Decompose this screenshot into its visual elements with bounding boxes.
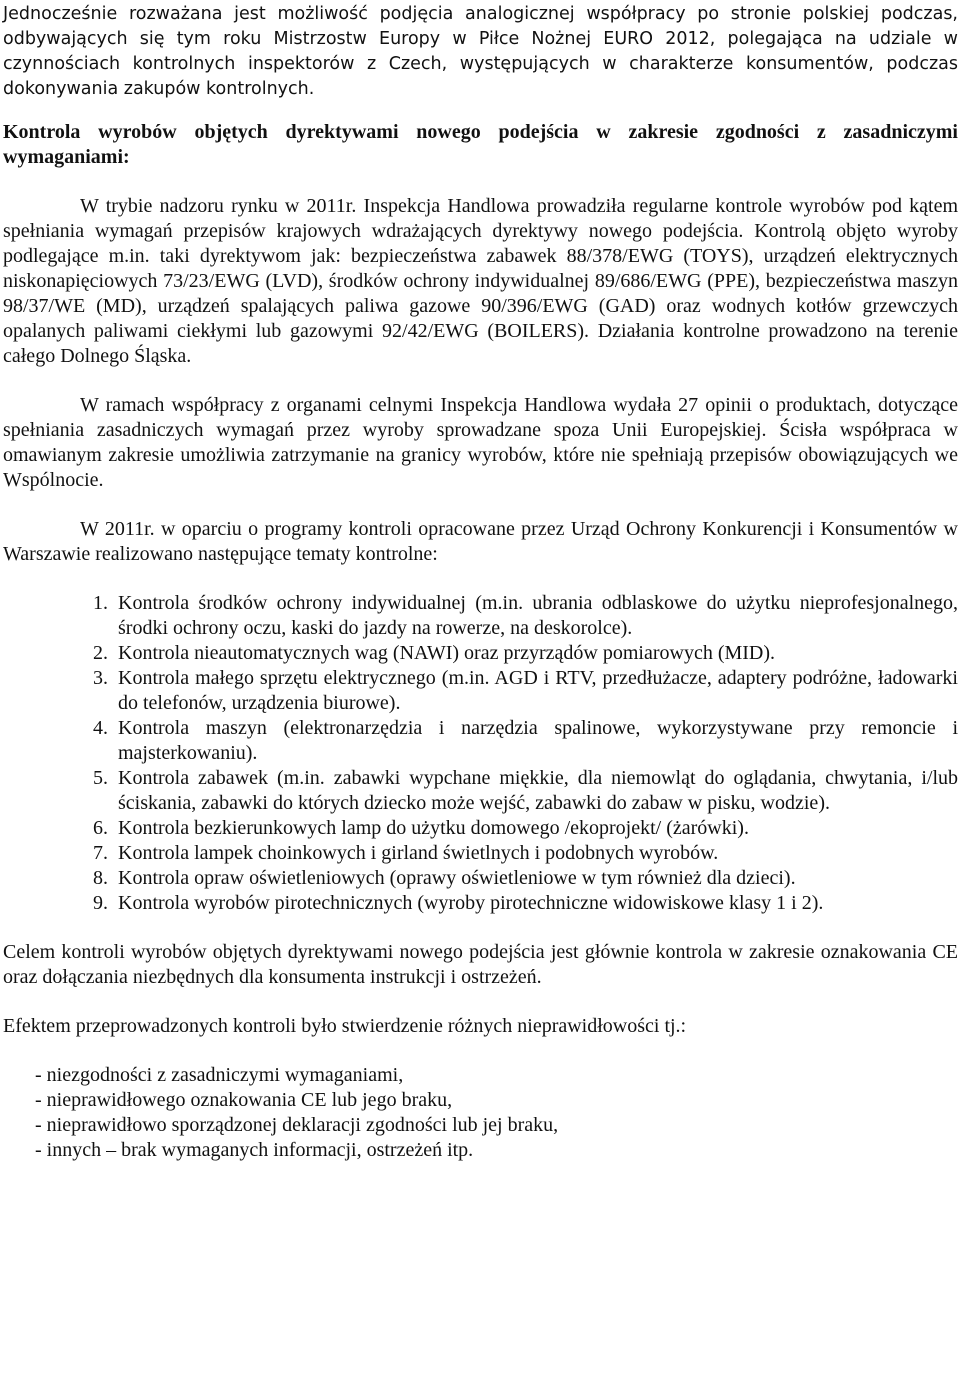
list-item-text: Kontrola zabawek (m.in. zabawki wypchane miękkie, dla niemowląt do oglądania, chwytania, i/lub ściskania, zabawki do których dziecko może wejść, zabawki do zabaw w pisku, wodzie). (118, 767, 958, 814)
findings-list (3, 1063, 958, 1163)
findings-intro-paragraph: Efektem przeprowadzonych kontroli było stwierdzenie różnych nieprawidłowości tj.: (3, 1015, 687, 1037)
list-item-text: Kontrola opraw oświetleniowych (oprawy oświetleniowe w tym również dla dzieci). (118, 867, 796, 889)
list-item-number: 4. (93, 717, 108, 739)
list-item-text: Kontrola środków ochrony indywidualnej (m.in. ubrania odblaskowe do użytku nieprofesjonalnego, środki ochrony oczu, kaski do jazdy na rowerze, na deskorolce). (118, 592, 958, 639)
list-item-text: Kontrola bezkierunkowych lamp do użytku domowego /ekoprojekt/ (żarówki). (118, 817, 749, 839)
finding-item: - innych – brak wymaganych informacji, ostrzeżeń itp. (35, 1139, 474, 1161)
customs-cooperation-paragraph: W ramach współpracy z organami celnymi Inspekcja Handlowa wydała 27 opinii o produktach, dotyczące spełniania zasadniczych wymagań przez wyroby sprowadzane spoza Unii Europejskiej. Ścisła współpraca w omawianym zakresie umożliwia zatrzymanie na granicy wyrobów, które nie spełniają przepisów obowiązujących we Wspólnocie. (3, 394, 958, 491)
control-topic-item (3, 841, 958, 866)
list-item-text: Kontrola lampek choinkowych i girland świetlnych i podobnych wyrobów. (118, 842, 719, 864)
list-item-number: 2. (93, 642, 108, 664)
intro-paragraph: Jednocześnie rozważana jest możliwość podjęcia analogicznej współpracy po stronie polskiej podczas, odbywających się tym roku Mistrzostw Europy w Piłce Nożnej EURO 2012, polegająca na udziale w czynnościach kontrolnych inspektorów z Czech, występujących w charakterze konsumentów, podczas dokonywania zakupów kontrolnych. (3, 4, 958, 99)
list-item-text: Kontrola wyrobów pirotechnicznych (wyroby pirotechniczne widowiskowe klasy 1 i 2). (118, 892, 824, 914)
control-topic-item (3, 591, 958, 641)
control-programs-paragraph: W 2011r. w oparciu o programy kontroli opracowane przez Urząd Ochrony Konkurencji i Konsumentów w Warszawie realizowano następujące tematy kontrolne: (3, 518, 958, 565)
finding-item: - nieprawidłowo sporządzonej deklaracji zgodności lub jej braku, (35, 1114, 559, 1136)
finding-item: - niezgodności z zasadniczymi wymaganiami, (35, 1064, 404, 1086)
control-topic-item (3, 816, 958, 841)
section-heading: Kontrola wyrobów objętych dyrektywami nowego podejścia w zakresie zgodności z zasadniczymi wymaganiami: (3, 121, 958, 168)
finding-item: - nieprawidłowego oznakowania CE lub jego braku, (35, 1089, 453, 1111)
control-topic-item (3, 716, 958, 766)
list-item-number: 8. (93, 867, 108, 889)
control-topic-item (3, 866, 958, 891)
list-item-number: 5. (93, 767, 108, 789)
control-topic-item (3, 766, 958, 816)
list-item-number: 1. (93, 592, 108, 614)
list-item-number: 3. (93, 667, 108, 689)
list-item-number: 6. (93, 817, 108, 839)
list-item-number: 7. (93, 842, 108, 864)
list-item-text: Kontrola maszyn (elektronarzędzia i narzędzia spalinowe, wykorzystywane przy remoncie i majsterkowaniu). (118, 717, 958, 764)
control-topics-list (3, 591, 958, 916)
control-topic-item (3, 891, 958, 916)
control-purpose-paragraph: Celem kontroli wyrobów objętych dyrektywami nowego podejścia jest głównie kontrola w zakresie oznakowania CE oraz dołączania niezbędnych dla konsumenta instrukcji i ostrzeżeń. (3, 941, 958, 988)
control-topic-item (3, 641, 958, 666)
control-topic-item (3, 666, 958, 716)
list-item-text: Kontrola małego sprzętu elektrycznego (m.in. AGD i RTV, przedłużacze, adaptery podróżne, ładowarki do telefonów, urządzenia biurowe). (118, 667, 958, 714)
list-item-text: Kontrola nieautomatycznych wag (NAWI) oraz przyrządów pomiarowych (MID). (118, 642, 776, 664)
market-surveillance-paragraph: W trybie nadzoru rynku w 2011r. Inspekcja Handlowa prowadziła regularne kontrole wyrobów pod kątem spełniania wymagań przepisów krajowych wdrażających dyrektywy nowego podejścia. Kontrolą objęto wyroby podlegające m.in. taki dyrektywom jak: bezpieczeństwa zabawek 88/378/EWG (TOYS), urządzeń elektrycznych niskonapięciowych 73/23/EWG (LVD), środków ochrony indywidualnej 89/686/EWG (PPE), bezpieczeństwa maszyn 98/37/WE (MD), urządzeń spalających paliwa gazowe 90/396/EWG (GAD) oraz wodnych kotłów grzewczych opalanych paliwami ciekłymi lub gazowymi 92/42/EWG (BOILERS). Działania kontrolne prowadzono na terenie całego Dolnego Śląska. (3, 195, 958, 367)
list-item-number: 9. (93, 892, 108, 914)
